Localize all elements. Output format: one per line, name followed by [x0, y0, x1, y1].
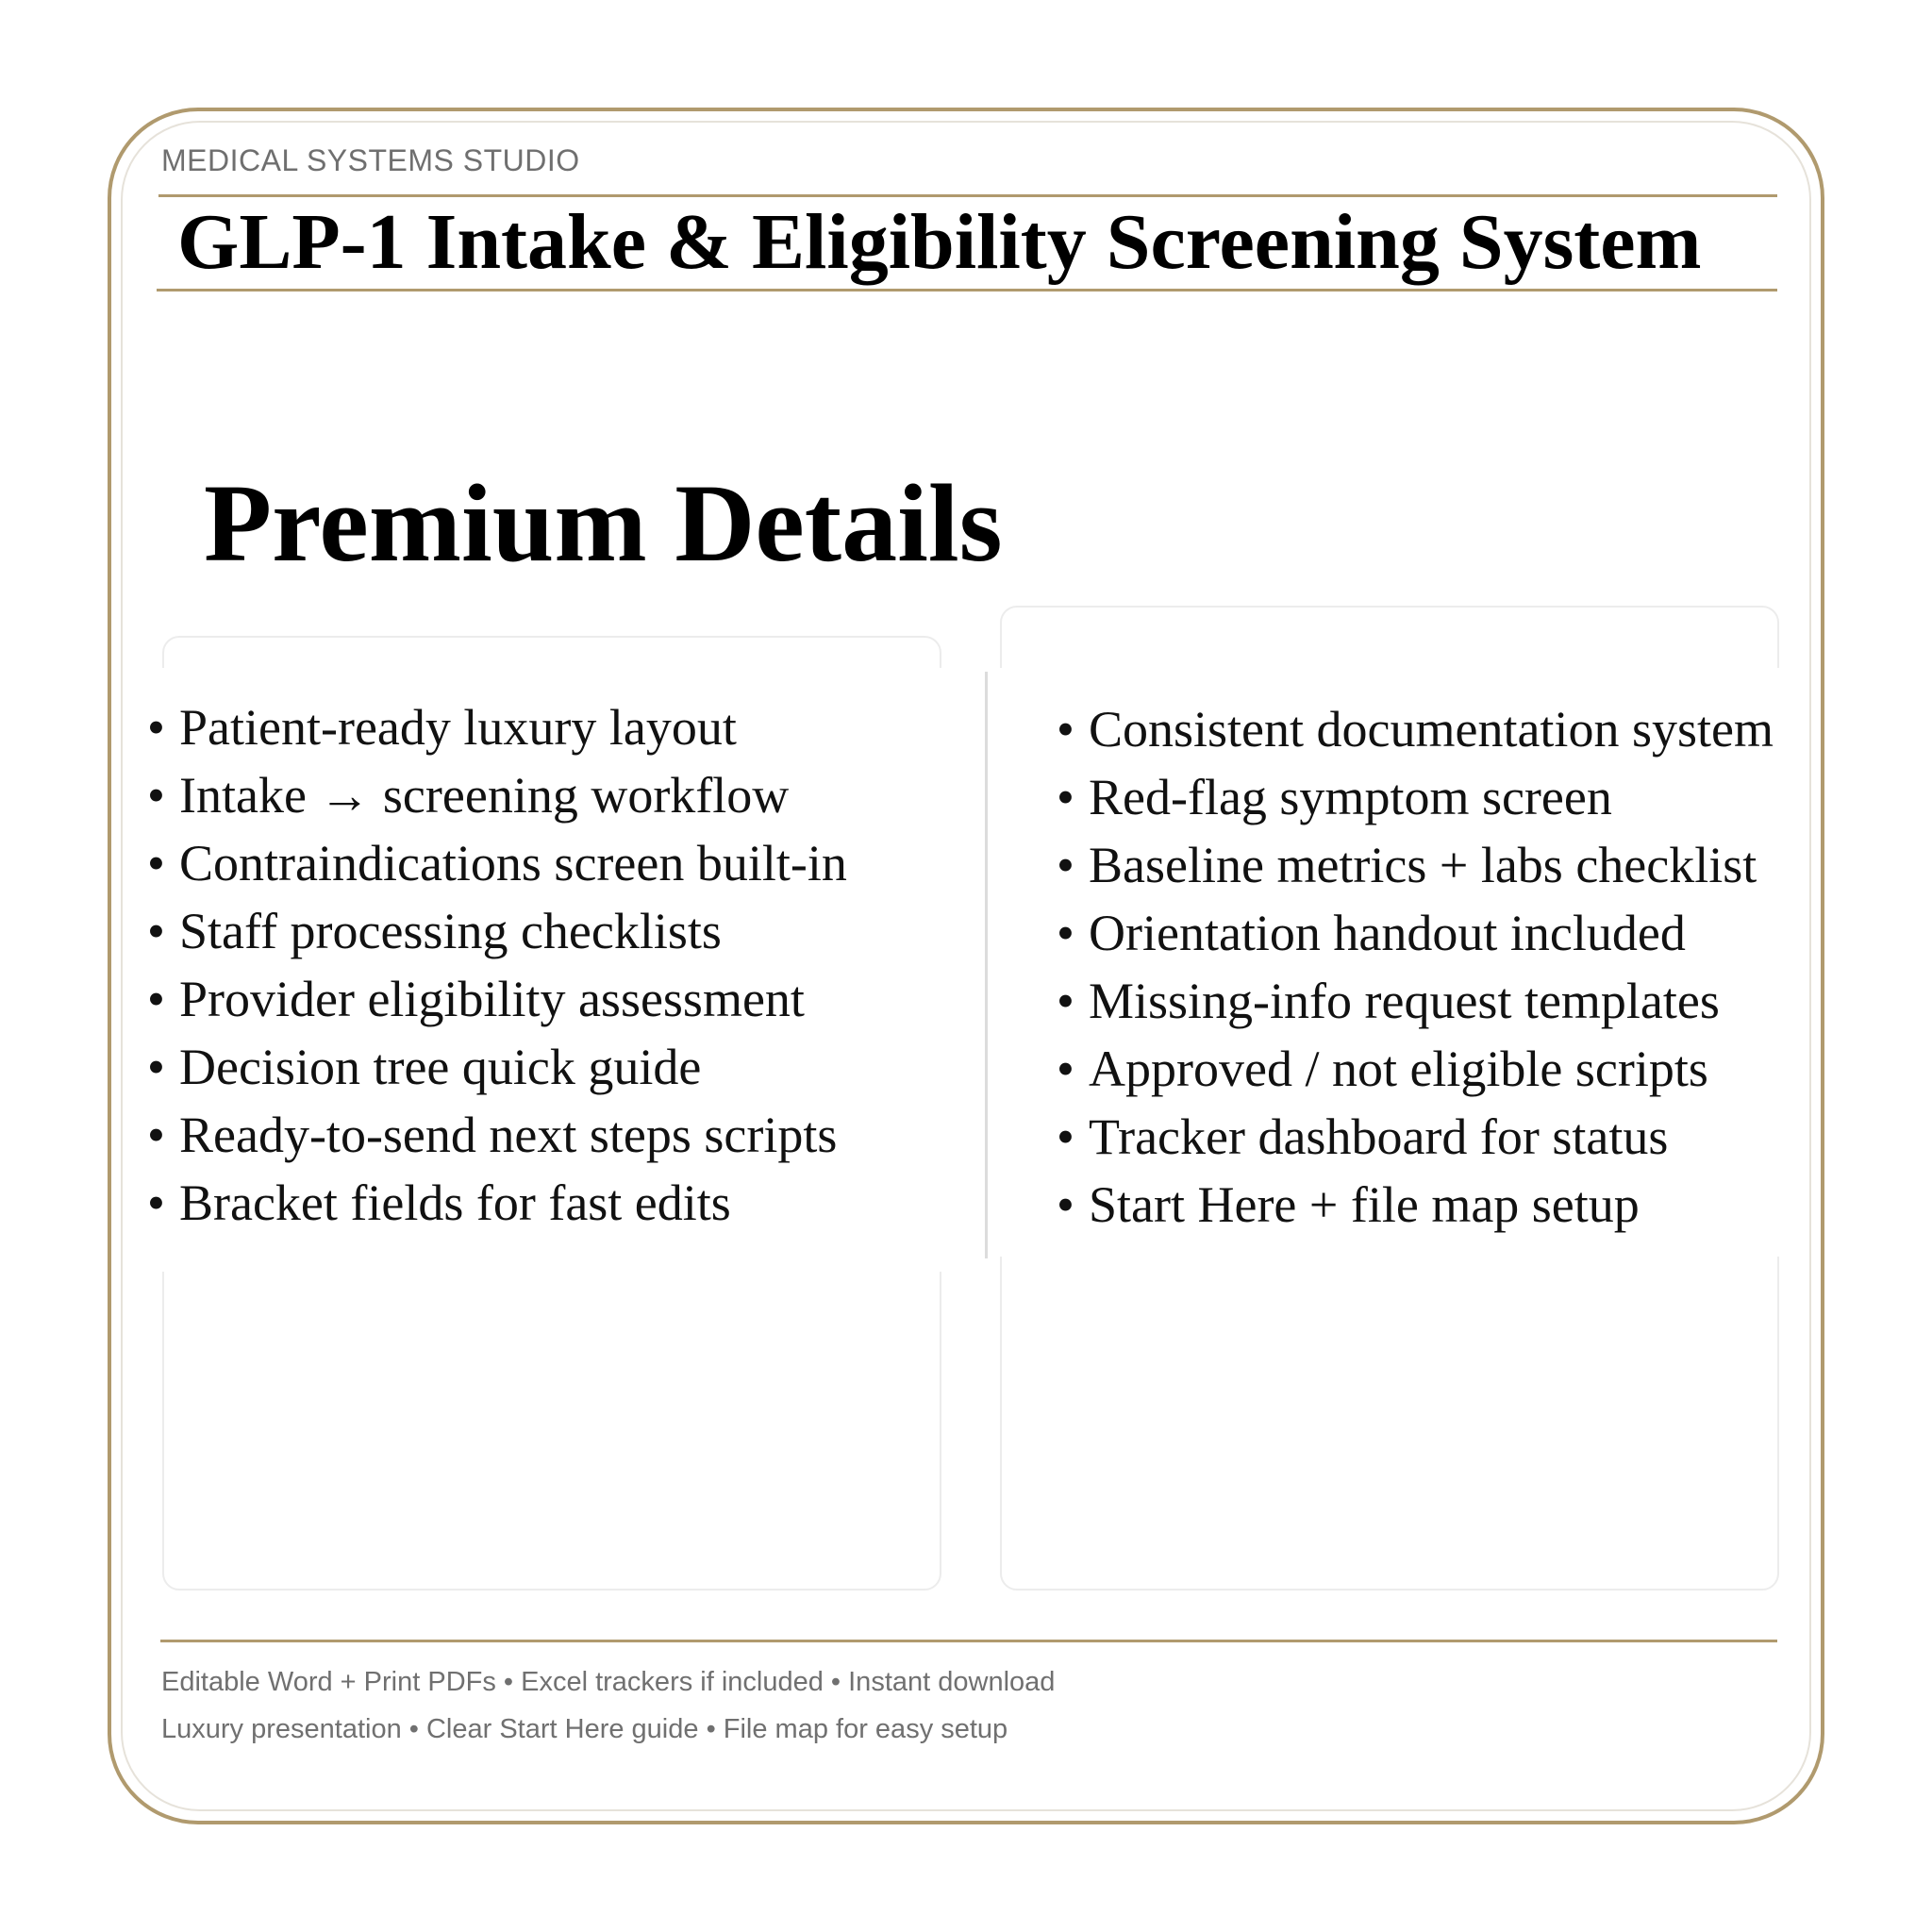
footer-rule — [160, 1640, 1777, 1642]
feature-item: • Tracker dashboard for status — [1057, 1103, 1774, 1171]
title-bottom-rule — [157, 289, 1777, 291]
features-left-list — [147, 693, 847, 1237]
footer-line-2: Luxury presentation • Clear Start Here guide • File map for easy setup — [161, 1714, 1008, 1744]
feature-item: • Red-flag symptom screen — [1057, 763, 1774, 831]
section-heading: Premium Details — [204, 461, 1003, 585]
feature-item: • Decision tree quick guide — [147, 1033, 847, 1101]
brand-label: MEDICAL SYSTEMS STUDIO — [161, 143, 580, 177]
column-divider — [985, 672, 988, 1258]
feature-item: • Start Here + file map setup — [1057, 1171, 1774, 1239]
page-title: GLP-1 Intake & Eligibility Screening System — [177, 198, 1702, 286]
feature-item: • Intake → screening workflow — [147, 761, 847, 829]
feature-item: • Patient-ready luxury layout — [147, 693, 847, 761]
footer-line-1: Editable Word + Print PDFs • Excel trackers if included • Instant download — [161, 1667, 1056, 1697]
feature-item: • Bracket fields for fast edits — [147, 1169, 847, 1237]
feature-item: • Contraindications screen built-in — [147, 829, 847, 897]
feature-item: • Ready-to-send next steps scripts — [147, 1101, 847, 1169]
feature-item: • Missing-info request templates — [1057, 967, 1774, 1035]
feature-item: • Approved / not eligible scripts — [1057, 1035, 1774, 1103]
feature-item: • Consistent documentation system — [1057, 695, 1774, 763]
features-right-list — [1057, 695, 1774, 1239]
feature-item: • Baseline metrics + labs checklist — [1057, 831, 1774, 899]
feature-item: • Orientation handout included — [1057, 899, 1774, 967]
feature-item: • Provider eligibility assessment — [147, 965, 847, 1033]
feature-item: • Staff processing checklists — [147, 897, 847, 965]
